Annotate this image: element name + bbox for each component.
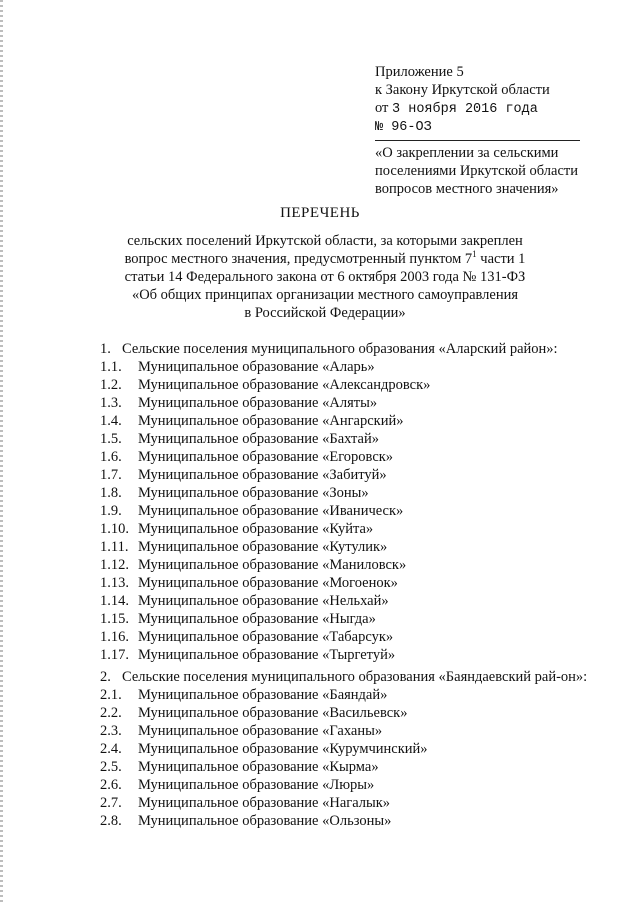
- list-item: [100, 758, 600, 776]
- list-item: [100, 520, 600, 538]
- subtitle-superscript: 1: [472, 249, 477, 260]
- item-text: Муниципальное образование «Егоровск»: [138, 449, 394, 465]
- section-2: [100, 668, 600, 830]
- item-text: Муниципальное образование «Куйта»: [138, 521, 374, 537]
- law-title-line-2: поселениями Иркутской области: [375, 163, 579, 179]
- item-number: 1.13.: [100, 575, 129, 591]
- item-number: 1.2.: [100, 377, 122, 393]
- subtitle-line-2: [100, 250, 550, 268]
- item-text: Муниципальное образование «Аляты»: [138, 395, 378, 411]
- item-number: 2.7.: [100, 795, 122, 811]
- subtitle-line-3: статьи 14 Федерального закона от 6 октября 2003 года № 131-ФЗ: [124, 269, 526, 285]
- law-title-line-1: «О закреплении за сельскими: [375, 145, 559, 161]
- list-item: [100, 376, 600, 394]
- appendix-rule: [375, 140, 580, 141]
- list-item: [100, 430, 600, 448]
- item-text: Муниципальное образование «Табарсук»: [138, 629, 394, 645]
- list-item: [100, 592, 600, 610]
- item-text: Муниципальное образование «Зоны»: [138, 485, 369, 501]
- section-heading: [100, 668, 600, 686]
- item-text: Муниципальное образование «Маниловск»: [138, 557, 407, 573]
- list-item: [100, 556, 600, 574]
- subtitle-line-1: сельских поселений Иркутской области, за которыми закреплен: [127, 233, 523, 249]
- list-item: [100, 812, 600, 830]
- item-number: 2.8.: [100, 813, 122, 829]
- item-number: 1.4.: [100, 413, 122, 429]
- item-number: 1.9.: [100, 503, 122, 519]
- item-number: 1.11.: [100, 539, 129, 555]
- list-item: [100, 628, 600, 646]
- subtitle-line-5: в Российской Федерации»: [244, 305, 406, 321]
- item-text: Муниципальное образование «Аларь»: [138, 359, 375, 375]
- item-number: 1.3.: [100, 395, 122, 411]
- subtitle-line-4: «Об общих принципах организации местного самоуправления: [131, 287, 519, 303]
- item-number: 1.7.: [100, 467, 122, 483]
- section-heading: [100, 340, 600, 358]
- item-number: 1.12.: [100, 557, 129, 573]
- scan-edge: [0, 0, 3, 905]
- item-text: Муниципальное образование «Люры»: [138, 777, 375, 793]
- item-number: 2.3.: [100, 723, 122, 739]
- subtitle-line-2-b: части 1: [476, 251, 526, 267]
- list-item: [100, 484, 600, 502]
- item-number: 1.10.: [100, 521, 129, 537]
- list-item: [100, 394, 600, 412]
- item-number: 1.16.: [100, 629, 129, 645]
- section-number: 2.: [100, 669, 111, 685]
- list-item: [100, 358, 600, 376]
- list-item: [100, 466, 600, 484]
- item-number: 1.8.: [100, 485, 122, 501]
- item-number: 1.6.: [100, 449, 122, 465]
- list-item: [100, 412, 600, 430]
- appendix-number: № 96-ОЗ: [375, 120, 432, 135]
- list-item: [100, 538, 600, 556]
- list-item: [100, 776, 600, 794]
- item-text: Муниципальное образование «Бахтай»: [138, 431, 379, 447]
- item-number: 2.4.: [100, 741, 122, 757]
- list-item: [100, 794, 600, 812]
- section-1: [100, 340, 600, 664]
- item-text: Муниципальное образование «Могоенок»: [138, 575, 398, 591]
- list-item: [100, 722, 600, 740]
- item-number: 1.15.: [100, 611, 129, 627]
- section-title: Сельские поселения муниципального образования «Аларский район»:: [122, 341, 558, 357]
- item-text: Муниципальное образование «Гаханы»: [138, 723, 383, 739]
- item-text: Муниципальное образование «Нагалык»: [138, 795, 391, 811]
- law-title-line-3: вопросов местного значения»: [375, 181, 559, 197]
- item-text: Муниципальное образование «Курумчинский»: [138, 741, 428, 757]
- list-item: [100, 502, 600, 520]
- item-number: 1.5.: [100, 431, 122, 447]
- item-text: Муниципальное образование «Ныгда»: [138, 611, 376, 627]
- list-item: [100, 704, 600, 722]
- item-text: Муниципальное образование «Баяндай»: [138, 687, 388, 703]
- appendix-date: [375, 99, 590, 119]
- item-number: 2.5.: [100, 759, 122, 775]
- item-text: Муниципальное образование «Кырма»: [138, 759, 379, 775]
- document-subtitle: [100, 232, 550, 322]
- list-item: [100, 740, 600, 758]
- item-text: Муниципальное образование «Кутулик»: [138, 539, 388, 555]
- document-title: ПЕРЕЧЕНЬ: [280, 205, 360, 221]
- section-number: 1.: [100, 341, 111, 357]
- list-item: [100, 686, 600, 704]
- item-text: Муниципальное образование «Иваническ»: [138, 503, 404, 519]
- item-number: 2.6.: [100, 777, 122, 793]
- appendix-date-prefix: от: [375, 100, 393, 116]
- appendix-block: [375, 63, 590, 198]
- appendix-law-ref: к Закону Иркутской области: [375, 82, 550, 98]
- item-number: 1.1.: [100, 359, 122, 375]
- item-number: 2.1.: [100, 687, 122, 703]
- subtitle-line-2-a: вопрос местного значения, предусмотренный пунктом 7: [124, 251, 473, 267]
- item-text: Муниципальное образование «Тыргетуй»: [138, 647, 396, 663]
- appendix-label: Приложение 5: [375, 64, 464, 80]
- item-number: 1.14.: [100, 593, 129, 609]
- item-text: Муниципальное образование «Александровск»: [138, 377, 431, 393]
- list-item: [100, 574, 600, 592]
- item-text: Муниципальное образование «Забитуй»: [138, 467, 387, 483]
- item-number: 1.17.: [100, 647, 129, 663]
- item-text: Муниципальное образование «Ользоны»: [138, 813, 392, 829]
- item-text: Муниципальное образование «Ангарский»: [138, 413, 404, 429]
- item-text: Муниципальное образование «Нельхай»: [138, 593, 389, 609]
- appendix-date-value: 3 ноября 2016 года: [392, 102, 538, 117]
- item-text: Муниципальное образование «Васильевск»: [138, 705, 408, 721]
- list-item: [100, 610, 600, 628]
- list-item: [100, 646, 600, 664]
- list-item: [100, 448, 600, 466]
- section-title: Сельские поселения муниципального образования «Баяндаевский рай-он»:: [122, 669, 588, 685]
- item-number: 2.2.: [100, 705, 122, 721]
